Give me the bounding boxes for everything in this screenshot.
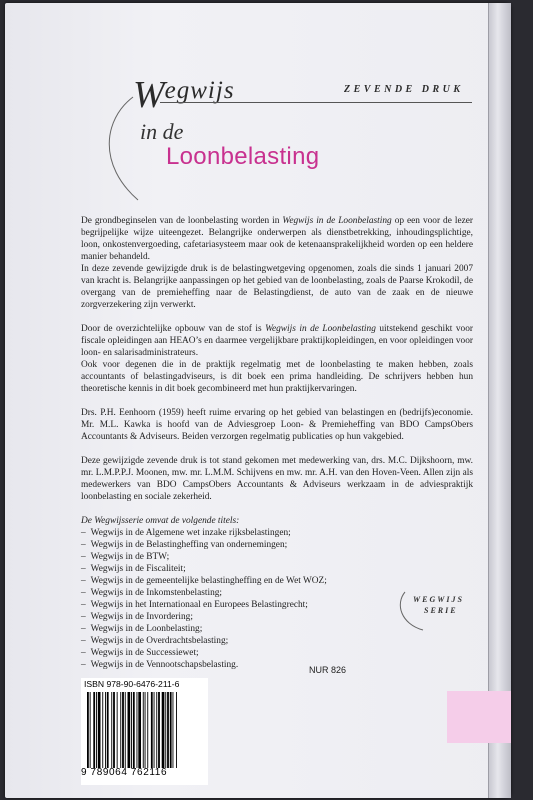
list-item: – Wegwijs in de Successiewet; [81,647,473,659]
list-item: – Wegwijs in de Overdrachtsbelasting; [81,635,473,647]
blurb-p1-italic: Wegwijs in de Loonbelasting [282,216,392,226]
title-subject: Loonbelasting [166,143,320,170]
barcode-bar [113,692,115,768]
series-list-heading: De Wegwijsserie omvat de volgende titels: [81,516,240,526]
list-item: – Wegwijs in de Invordering; [81,611,473,623]
barcode-bar [158,692,160,768]
blurb-p1-c: In deze zevende gewijzigde druk is de belastingwetgeving opgenomen, zoals die sinds 1 januari 2007 van kracht is. Belangrijke aanpassingen op het gebied van de loonbelasting, zoals de Paarse Krokodil, de overgang van de premieheffing naar de Belastingdienst, de auto van de zaak en de nieuwe zorgverzekering zijn verwerkt. [81,264,473,310]
barcode-bar [122,692,124,768]
logo-line-2: SERIE [424,606,458,615]
barcode-bar [162,692,165,768]
blurb-paragraph-4: Deze gewijzigde zevende druk is tot stand gekomen met medewerking van, drs. M.C. Dijkshoorn, mw. mr. L.M.P.P.J. Moonen, mw. mr. L.M.M. Schijvens en mw. mr. A.H. van den Hoven-Veen. Allen zijn als medewerkers van BDO CampsObers Accountants & Adviseurs werkzaam in de adviespraktijk loonbelasting en sociale zekerheid. [81,456,473,502]
list-item: – Wegwijs in de Loonbelasting; [81,623,473,635]
barcode-bar [102,692,103,768]
barcode-bar [107,692,109,768]
barcode-bar [151,692,153,768]
barcode-bar [156,692,157,768]
nur-code: NUR 826 [309,665,347,675]
list-item: – Wegwijs in de Vennootschapsbelasting. [81,659,473,671]
list-item: – Wegwijs in de Belastingheffing van ondernemingen; [81,539,473,551]
barcode-bar [167,692,169,768]
barcode-bar [165,692,166,768]
barcode-bar [128,692,131,768]
blurb-p2-italic: Wegwijs in de Loonbelasting [265,324,376,334]
wegwijs-serie-logo [393,584,483,644]
pink-color-tab [447,691,511,743]
blurb-p1-b: op een voor de lezer begrijpelijke wijze uiteengezet. Belangrijke onderwerpen als dienstbetrekking, inhoudingsplichtige, loon, onkostenvergoeding, cafetariasysteem maar ook de ketenaansprakelijkheid worden op een heldere manier behandeld. [81,216,473,262]
barcode-bar [117,692,118,768]
blurb-paragraph-1 [81,215,473,311]
edition-label: ZEVENDE DRUK [344,84,464,95]
blurb-paragraph-3: Drs. P.H. Eenhoorn (1959) heeft ruime ervaring op het gebied van belastingen en (bedrijfs)economie. Mr. M.L. Kawka is hoofd van de Adviesgroep Loon- & Premieheffing van BDO CampsObers Accountants & Adviseurs. Beiden verzorgen regelmatig publicaties op hun vakgebied. [81,408,473,442]
barcode-bar [98,692,101,768]
barcode-bar [87,692,89,768]
title-rest-letters: egwijs [164,77,235,104]
barcode-bar [105,692,106,768]
barcode-bar [96,692,97,768]
barcode-bar [147,692,148,768]
barcode-bar [120,692,121,768]
barcode-bar [145,692,146,768]
list-item: – Wegwijs in de Algemene wet inzake rijksbelastingen; [81,527,473,539]
blurb-p2-c: Ook voor degenen die in de praktijk regelmatig met de loonbelasting te maken hebben, zoals accountants of belastingadviseurs, is dit boek een prima handleiding. De schrijvers hebben hun theoretische kennis in dit boek gecombineerd met hun praktijkervaringen. [81,360,473,394]
isbn-text: ISBN 978-90-6476-211-6 [84,679,180,689]
barcode-bar [143,692,144,768]
barcode-bar [131,692,132,768]
barcode-bar [93,692,95,768]
book-spine [488,3,511,798]
book-back-cover [5,3,511,798]
isbn-barcode-box [81,678,208,785]
title-initial-letter: W [133,74,165,116]
barcode-bar [170,692,172,768]
list-item: – Wegwijs in het Internationaal en Europees Belastingrecht; [81,599,473,611]
barcode-bar [176,692,177,768]
barcode-number: 9 789064 762116 [81,767,168,778]
blurb-p2-a: Door de overzichtelijke opbouw van de stof is [81,324,266,334]
logo-line-1: WEGWIJS [413,595,464,604]
title-in-de: in de [140,119,184,144]
barcode-bar [137,692,138,768]
decorative-arc [93,95,163,205]
barcode-bar [133,692,135,768]
barcode-bar [125,692,126,768]
barcode-icon [87,692,203,768]
blurb-p1-a: De grondbeginselen van de loonbelasting worden in [81,216,283,226]
barcode-bar [173,692,174,768]
barcode-bar [111,692,112,768]
barcode-bar [90,692,91,768]
barcode-bar [138,692,141,768]
list-item: – Wegwijs in de gemeentelijke belastingheffing en de Wet WOZ; [81,575,473,587]
blurb-paragraph-2 [81,323,473,395]
blurb-p2-b: uitstekend geschikt voor fiscale opleidingen aan HEAO’s en daarmee vergelijkbare praktijkopleidingen, en voor opleidingen voor loon- en salarisadministrateurs. [81,324,473,358]
list-item: – Wegwijs in de Fiscaliteit; [81,563,473,575]
barcode-bar [154,692,155,768]
title-rule-divider [160,102,472,103]
list-item: – Wegwijs in de Inkomstenbelasting; [81,587,473,599]
list-item: – Wegwijs in de BTW; [81,551,473,563]
